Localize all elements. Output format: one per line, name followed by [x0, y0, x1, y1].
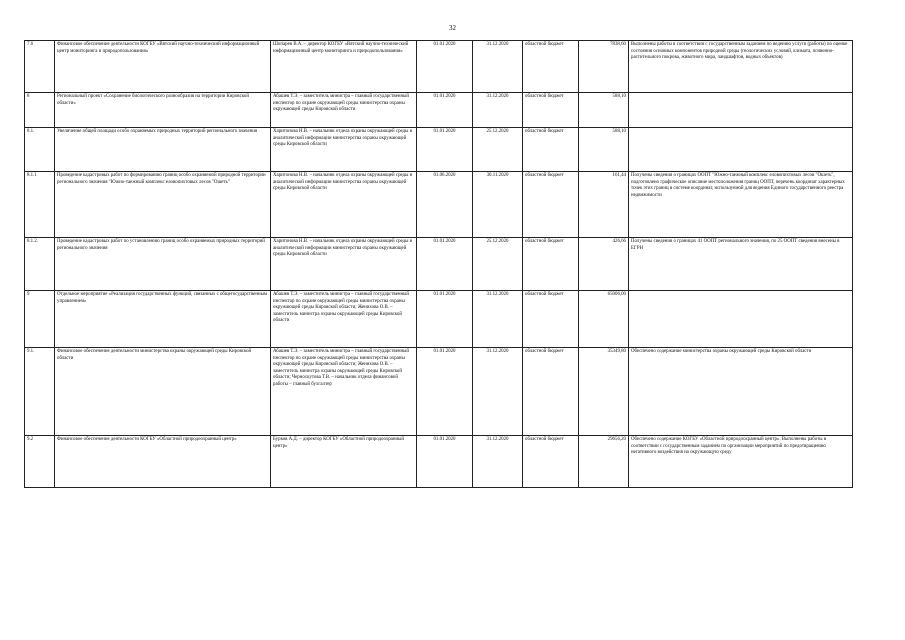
table-row — [25, 93, 853, 128]
responsible-person: Харитонова Н.В. – начальник отдела охраны окружающей среды и аналитической информации министерства охраны окружающей среды Кировской области — [271, 238, 417, 291]
result-text — [629, 291, 853, 348]
result-text: Выполнены работы в соответствии с государственным заданием по ведению услуги (работы) по оценке состояния основных компонентов природной среды (геологических условий, климата, почвенно-растительного покрова, животного мира, ландшафтов, водных объектов) — [629, 41, 853, 93]
responsible-person: Бурков А.Д. – директор КОГБУ «Областной природоохранный центр» — [271, 436, 417, 488]
table-row — [25, 128, 853, 172]
row-number: 9 — [25, 291, 55, 348]
funding-amount: 426,66 — [579, 238, 629, 291]
result-text: Получены сведения о границах ООПТ "Южно-таежный комплекс еловопихтовых лесов "Ошеть", подготовлено графическое описание местоположения границ ООПТ, перечень координат характерных точек этих границ в системе координат, используемой для ведения Единого государственного реестра недвижимости — [629, 172, 853, 238]
start-date: 01.01.2020 — [417, 128, 473, 172]
end-date: 31.12.2020 — [473, 436, 523, 488]
funding-amount: 588,10 — [579, 128, 629, 172]
funding-source: областной бюджет — [523, 291, 579, 348]
funding-source: областной бюджет — [523, 128, 579, 172]
result-text — [629, 128, 853, 172]
end-date: 25.12.2020 — [473, 238, 523, 291]
end-date: 31.12.2020 — [473, 41, 523, 93]
end-date: 31.12.2020 — [473, 291, 523, 348]
event-name: Проведение кадастровых работ по формированию границ особо охраняемой природной территории регионального значения "Южно-таежный комплекс еловопихтовых лесов "Ошеть" — [55, 172, 271, 238]
event-name: Отдельное мероприятие «Реализация государственных функций, связанных с общегосударственным управлением» — [55, 291, 271, 348]
funding-source: областной бюджет — [523, 93, 579, 128]
page-number: 32 — [449, 24, 456, 32]
responsible-person: Шопарев В.А. – директор КОГБУ «Вятский научно-технический информационный центр мониторинга и природопользования» — [271, 41, 417, 93]
responsible-person: Абашев Т.Э. – заместитель министра – главный государственный инспектор по охране окружающей среды министерства охраны окружающей среды Кировской области — [271, 93, 417, 128]
table-row — [25, 172, 853, 238]
funding-amount: 7838,60 — [579, 41, 629, 93]
funding-amount: 29656,20 — [579, 436, 629, 488]
funding-source: областной бюджет — [523, 238, 579, 291]
row-number: 8.1.2. — [25, 238, 55, 291]
start-date: 01.01.2020 — [417, 93, 473, 128]
start-date: 01.01.2020 — [417, 436, 473, 488]
funding-amount: 588,10 — [579, 93, 629, 128]
table-row — [25, 436, 853, 488]
event-name: Увеличение общей площади особо охраняемых природных территорий регионального значения — [55, 128, 271, 172]
funding-source: областной бюджет — [523, 172, 579, 238]
row-number: 8.1.1 — [25, 172, 55, 238]
table-row — [25, 41, 853, 93]
end-date: 31.12.2020 — [473, 348, 523, 436]
event-name: Проведение кадастровых работ по установлению границ особо охраняемых природных территорий регионального значения — [55, 238, 271, 291]
end-date: 31.12.2020 — [473, 93, 523, 128]
responsible-person: Абашев Т.Э. – заместитель министра – главный государственный инспектор по охране окружающей среды министерства охраны окружающей среды Кировской области; Женихова О.В. – заместитель министра охраны окружающей среды Кировской области; Черноскутова Т.В. – начальник отдела финансовой работы – главный бухгалтер — [271, 348, 417, 436]
table-row — [25, 238, 853, 291]
funding-amount: 65006,00 — [579, 291, 629, 348]
end-date: 25.12.2020 — [473, 128, 523, 172]
funding-amount: 35349,80 — [579, 348, 629, 436]
funding-source: областной бюджет — [523, 436, 579, 488]
row-number: 7.6 — [25, 41, 55, 93]
row-number: 9.2 — [25, 436, 55, 488]
result-text: Обеспечено содержание КОГБУ «Областной природоохранный центр». Выполнены работы в соответствии с государственным заданием по организации мероприятий по предотвращению негативного воздействия на окружающую среду — [629, 436, 853, 488]
event-name: Финансовое обеспечение деятельности КОГБУ «Вятский научно-технический информационный центр мониторинга и природопользования» — [55, 41, 271, 93]
end-date: 30.11.2020 — [473, 172, 523, 238]
funding-source: областной бюджет — [523, 41, 579, 93]
start-date: 01.01.2020 — [417, 238, 473, 291]
event-name: Финансовое обеспечение деятельности КОГБУ «Областной природоохранный центр» — [55, 436, 271, 488]
row-number: 8 — [25, 93, 55, 128]
table-row — [25, 348, 853, 436]
start-date: 01.01.2020 — [417, 291, 473, 348]
funding-source: областной бюджет — [523, 348, 579, 436]
event-name: Региональный проект «Сохранение биологического разнообразия на территории Кировской области» — [55, 93, 271, 128]
responsible-person: Харитонова Н.В. – начальник отдела охраны окружающей среды и аналитической информации министерства охраны окружающей среды Кировской области — [271, 172, 417, 238]
start-date: 01.01.2020 — [417, 41, 473, 93]
event-name: Финансовое обеспечение деятельности министерства охраны окружающей среды Кировской области — [55, 348, 271, 436]
result-text — [629, 93, 853, 128]
responsible-person: Харитонова Н.В. – начальник отдела охраны окружающей среды и аналитической информации министерства охраны окружающей среды Кировской области — [271, 128, 417, 172]
row-number: 9.1. — [25, 348, 55, 436]
table-row — [25, 291, 853, 348]
result-text: Обеспечено содержание министерства охраны окружающей среды Кировской области — [629, 348, 853, 436]
funding-amount: 161,44 — [579, 172, 629, 238]
start-date: 01.01.2020 — [417, 348, 473, 436]
start-date: 01.06.2020 — [417, 172, 473, 238]
result-text: Получены сведения о границах 41 ООПТ регионального значения, по 25 ООПТ сведения внесены в ЕГРН — [629, 238, 853, 291]
program-report-table — [24, 40, 853, 488]
responsible-person: Абашев Т.Э. – заместитель министра – главный государственный инспектор по охране окружающей среды министерства охраны окружающей среды Кировской области; Женихова О.В. – заместитель министра охраны окружающей среды Кировской области — [271, 291, 417, 348]
row-number: 8.1. — [25, 128, 55, 172]
